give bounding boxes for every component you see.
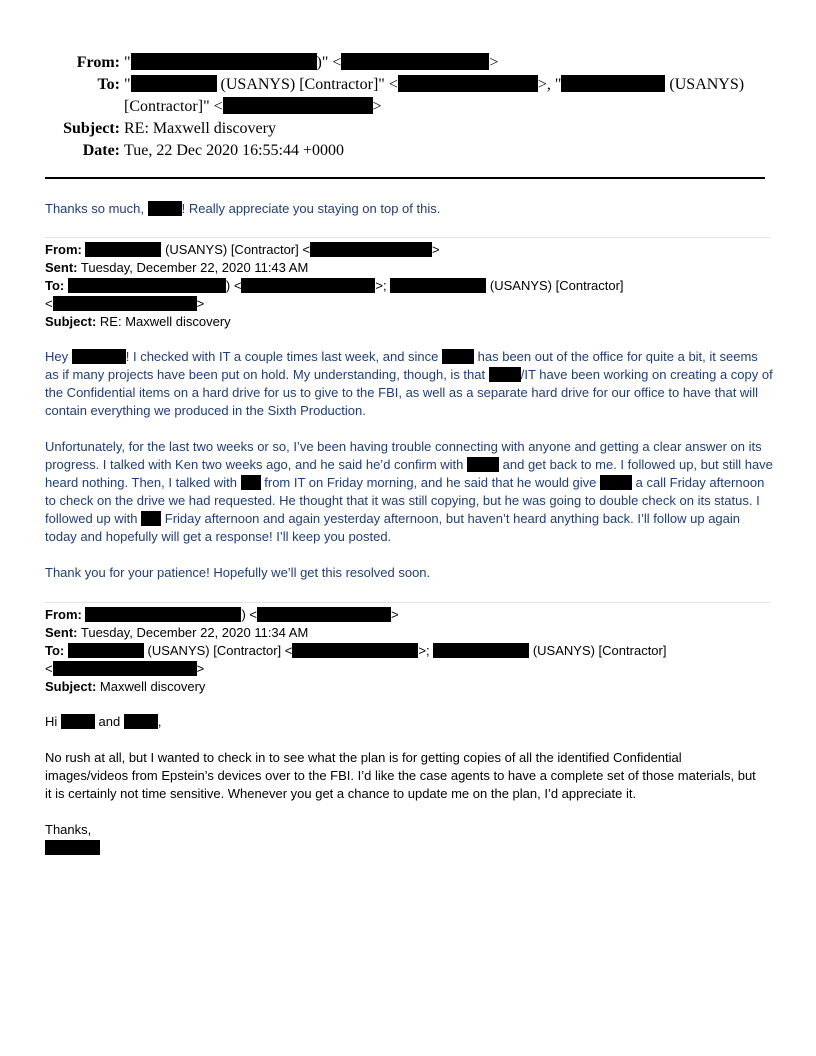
- msg3-greeting: Hi and ,: [45, 714, 162, 729]
- header-divider: [45, 177, 765, 179]
- redaction-block: [467, 457, 499, 472]
- redaction-block: [45, 840, 100, 855]
- message-separator: [45, 602, 770, 603]
- msg2-sent-line: Sent: Tuesday, December 22, 2020 11:43 AM: [45, 260, 309, 275]
- header-to-label: To:: [97, 76, 120, 93]
- redaction-block: [341, 53, 489, 70]
- msg3-sent-line: Sent: Tuesday, December 22, 2020 11:34 AM: [45, 625, 309, 640]
- redaction-block: [131, 53, 317, 70]
- redaction-block: [53, 661, 197, 676]
- redaction-block: [53, 296, 197, 311]
- redaction-block: [257, 607, 391, 622]
- msg2-subject-line: Subject: RE: Maxwell discovery: [45, 314, 231, 329]
- msg2-paragraph-1: Hey ! I checked with IT a couple times last week, and since has been out of the office for quite a bit, it seems as if many projects have been put on hold. My understanding, though, is that /IT have been working on creating a copy of the Confidential items on a hard drive for us to give to the FBI, as well as a separate hard drive for our office to have that will contain everything we produced in the Sixth Production.: [45, 349, 773, 418]
- msg2-to-line: To: ) < >; (USANYS) [Contractor] < >: [45, 278, 624, 311]
- message-3-body: [45, 713, 775, 857]
- msg3-signature: [45, 839, 775, 857]
- header-subject: RE: Maxwell discovery: [124, 120, 276, 137]
- msg3-subject-line: Subject: Maxwell discovery: [45, 679, 206, 694]
- msg2-paragraph-2: Unfortunately, for the last two weeks or so, I’ve been having trouble connecting with anyone and getting a clear answer on its progress. I talked with Ken two weeks ago, and he said he’d confirm with and get back to me. I followed up, but still have heard nothing. Then, I talked with from IT on Friday morning, and he said that he would give a call Friday afternoon to check on the drive we had requested. He thought that it was still copying, but he was going to double check on its status. I followed up with Friday afternoon and again yesterday afternoon, but haven’t heard anything back. I’ll follow up again today and hopefully will get a response! I’ll keep you posted.: [45, 439, 773, 544]
- header-subject-label: Subject:: [63, 120, 120, 137]
- redaction-block: [241, 475, 261, 490]
- message-3-header: [45, 606, 775, 696]
- message-separator: [45, 237, 770, 238]
- redaction-block: [141, 511, 161, 526]
- redaction-block: [241, 278, 375, 293]
- redaction-block: [310, 242, 432, 257]
- redaction-block: [561, 75, 665, 92]
- msg3-to-line: To: (USANYS) [Contractor] < >; (USANYS) [Contractor] < >: [45, 643, 667, 676]
- msg2-paragraph-3: Thank you for your patience! Hopefully we’ll get this resolved soon.: [45, 565, 431, 580]
- redaction-block: [489, 367, 521, 382]
- message-2-body: [45, 348, 775, 582]
- redaction-block: [292, 643, 418, 658]
- redaction-block: [85, 242, 161, 257]
- redaction-block: [131, 75, 217, 92]
- header-date-row: [0, 140, 816, 162]
- redaction-block: [398, 75, 538, 92]
- redaction-block: [124, 714, 158, 729]
- email-header: [0, 52, 816, 162]
- redaction-block: [61, 714, 95, 729]
- reply-text: Thanks so much, ! Really appreciate you staying on top of this.: [45, 201, 441, 216]
- redaction-block: [600, 475, 632, 490]
- msg3-from-line: From: ) < >: [45, 607, 399, 622]
- msg3-signoff: Thanks,: [45, 822, 92, 837]
- redaction-block: [390, 278, 486, 293]
- header-subject-row: [0, 118, 816, 140]
- redaction-block: [72, 349, 126, 364]
- msg2-from-line: From: (USANYS) [Contractor] < >: [45, 242, 440, 257]
- header-to-row: To: " (USANYS) [Contractor]" < >, " (USANYS) [Contractor]" < >: [0, 74, 816, 118]
- header-date: Tue, 22 Dec 2020 16:55:44 +0000: [124, 142, 344, 159]
- message-2-header: [45, 241, 775, 331]
- header-from-row: From: " )" < >: [0, 52, 816, 74]
- reply-message: [45, 200, 775, 218]
- header-date-label: Date:: [82, 142, 120, 159]
- redaction-block: [68, 278, 226, 293]
- redaction-block: [68, 643, 144, 658]
- header-from-label: From:: [76, 54, 120, 71]
- redaction-block: [223, 97, 373, 114]
- redaction-block: [85, 607, 241, 622]
- redaction-block: [433, 643, 529, 658]
- redaction-block: [148, 201, 182, 216]
- msg3-paragraph: No rush at all, but I wanted to check in to see what the plan is for getting copies of all the identified Confidential images/videos from Epstein’s devices over to the FBI. I’d like the case agents to have a complete set of those materials, but it is certainly not time sensitive. Whenever you get a chance to update me on the plan, I’d appreciate it.: [45, 750, 756, 801]
- redaction-block: [442, 349, 474, 364]
